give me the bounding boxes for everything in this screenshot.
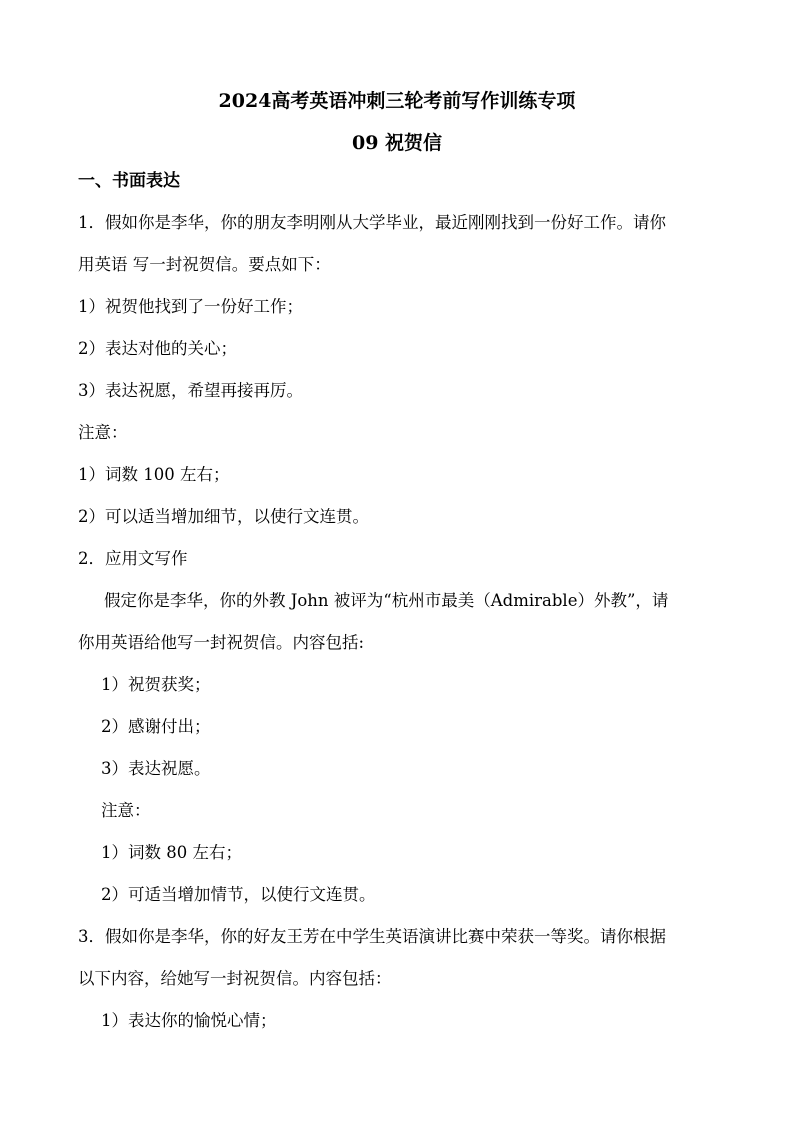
q1-line-1: 1．假如你是李华，你的朋友李明刚从大学毕业，最近刚刚找到一份好工作。请你 bbox=[78, 213, 666, 232]
q2-note-label: 注意： bbox=[101, 801, 151, 820]
q1-note-1: 1）词数 100 左右； bbox=[78, 465, 230, 484]
q2-heading: 2．应用文写作 bbox=[78, 549, 188, 568]
q2-note-2: 2）可适当增加情节，以使行文连贯。 bbox=[101, 885, 376, 904]
page-subtitle: 09 祝贺信 bbox=[351, 132, 443, 154]
q2-line-1: 假定你是李华，你的外教 John 被评为“杭州市最美（Admirable）外教”，请 bbox=[104, 591, 669, 610]
q2-point-2: 2）感谢付出； bbox=[101, 717, 211, 736]
q1-note-2: 2）可以适当增加细节，以使行文连贯。 bbox=[78, 507, 369, 526]
page-title: 2024高考英语冲刺三轮考前写作训练专项 bbox=[218, 90, 576, 112]
q2-note-1: 1）词数 80 左右； bbox=[101, 843, 242, 862]
q1-point-2: 2）表达对他的关心； bbox=[78, 339, 237, 358]
q1-point-1: 1）祝贺他找到了一份好工作； bbox=[78, 297, 303, 316]
q2-point-3: 3）表达祝愿。 bbox=[101, 759, 211, 778]
q3-point-1: 1）表达你的愉悦心情； bbox=[101, 1011, 277, 1030]
q1-note-label: 注意： bbox=[78, 423, 128, 442]
section-heading: 一、书面表达 bbox=[78, 171, 180, 191]
q1-point-3: 3）表达祝愿，希望再接再厉。 bbox=[78, 381, 303, 400]
q3-line-2: 以下内容，给她写一封祝贺信。内容包括： bbox=[78, 969, 392, 988]
q3-line-1: 3．假如你是李华，你的好友王芳在中学生英语演讲比赛中荣获一等奖。请你根据 bbox=[78, 927, 666, 946]
q2-line-2: 你用英语给他写一封祝贺信。内容包括: bbox=[78, 633, 365, 652]
q1-line-2: 用英语 写一封祝贺信。要点如下： bbox=[78, 255, 331, 274]
q2-point-1: 1）祝贺获奖； bbox=[101, 675, 211, 694]
